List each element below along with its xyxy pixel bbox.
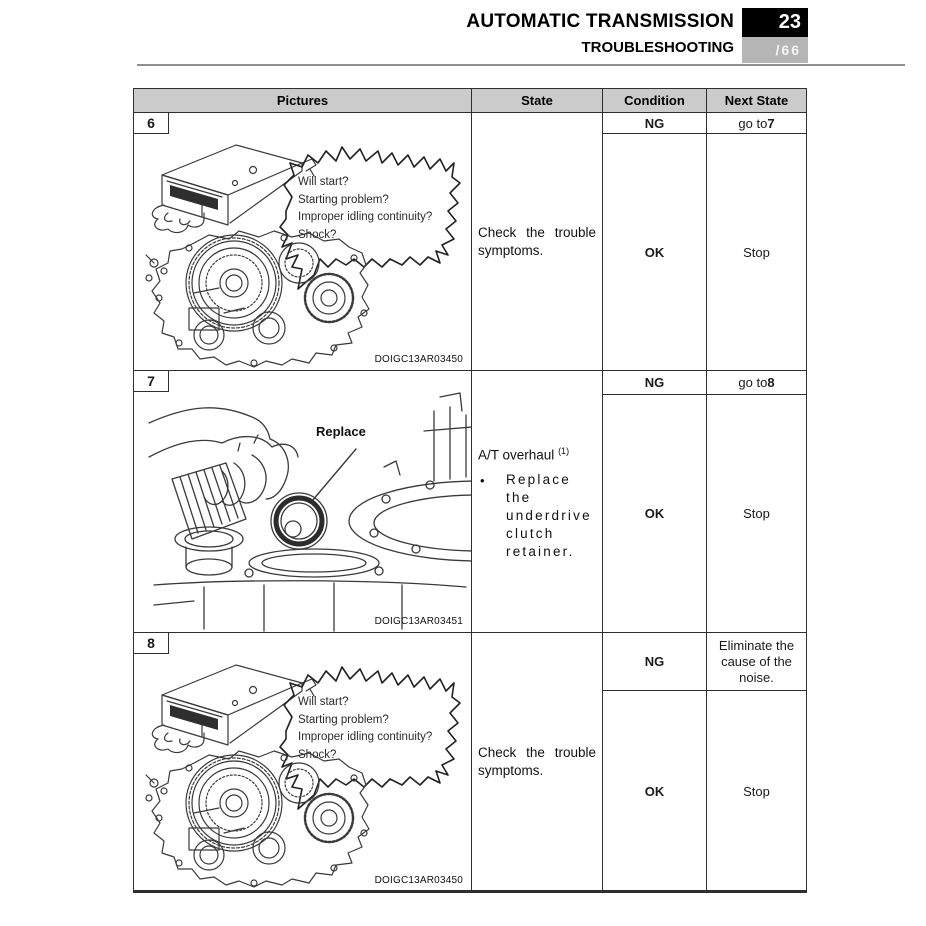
- row7-pictures-cell: [134, 371, 472, 633]
- troubleshooting-table: [133, 88, 807, 893]
- row6-condition-ok: OK: [603, 134, 707, 371]
- chapter-number-badge: 23: [742, 8, 808, 37]
- page-subtitle: TROUBLESHOOTING: [581, 39, 734, 56]
- column-header-condition: Condition: [603, 89, 707, 113]
- header-rule: [137, 64, 905, 66]
- row8-condition-ok: OK: [603, 691, 707, 891]
- row7-next-ng: go to 8: [707, 371, 806, 395]
- row6-next-ok: Stop: [707, 134, 806, 371]
- row7-condition-ok: OK: [603, 395, 707, 633]
- figure-caption: DOIGC13AR03450: [374, 354, 463, 365]
- replace-label: Replace: [316, 424, 366, 439]
- step-number: 6: [134, 113, 169, 134]
- row6-next-ng: go to 7: [707, 113, 806, 134]
- symptom-bubble-text: Will start? Starting problem? Improper idling continuity? Shock?: [298, 176, 433, 241]
- row7-state-cell: A/T overhaul $^{(1)}$ • Replace the underdrive clutch retainer.: [472, 371, 603, 633]
- state-title: A/T overhaul $^{(1)}$: [478, 446, 570, 463]
- bullet-icon: •: [480, 472, 485, 488]
- page-count-badge: /66: [742, 37, 808, 63]
- row6-condition-ng: NG: [603, 113, 707, 134]
- row8-condition-ng: NG: [603, 633, 707, 691]
- column-header-next-state: Next State: [707, 89, 806, 113]
- row6-pictures-cell: [134, 113, 472, 371]
- row8-next-ok: Stop: [743, 783, 770, 799]
- column-header-state: State: [472, 89, 603, 113]
- figure-caption: DOIGC13AR03450: [374, 875, 463, 886]
- row8-next-ng: Eliminate the cause of the noise.: [707, 633, 806, 691]
- row8-state-cell: Check the trouble symptoms.: [472, 633, 603, 891]
- row6-state-cell: Check the trouble symptoms.: [472, 113, 603, 371]
- page-title: AUTOMATIC TRANSMISSION: [466, 11, 734, 32]
- column-header-pictures: Pictures: [134, 89, 472, 113]
- figure-caption: DOIGC13AR03451: [374, 616, 463, 627]
- step-number: 7: [134, 371, 169, 392]
- row7-next-ok: Stop: [707, 395, 806, 633]
- row7-condition-ng: NG: [603, 371, 707, 395]
- symptom-bubble-text: Will start? Starting problem? Improper idling continuity? Shock?: [298, 696, 433, 761]
- hand-replacing-retainer-illustration: [134, 371, 472, 633]
- row8-pictures-cell: [134, 633, 472, 891]
- step-number: 8: [134, 633, 169, 654]
